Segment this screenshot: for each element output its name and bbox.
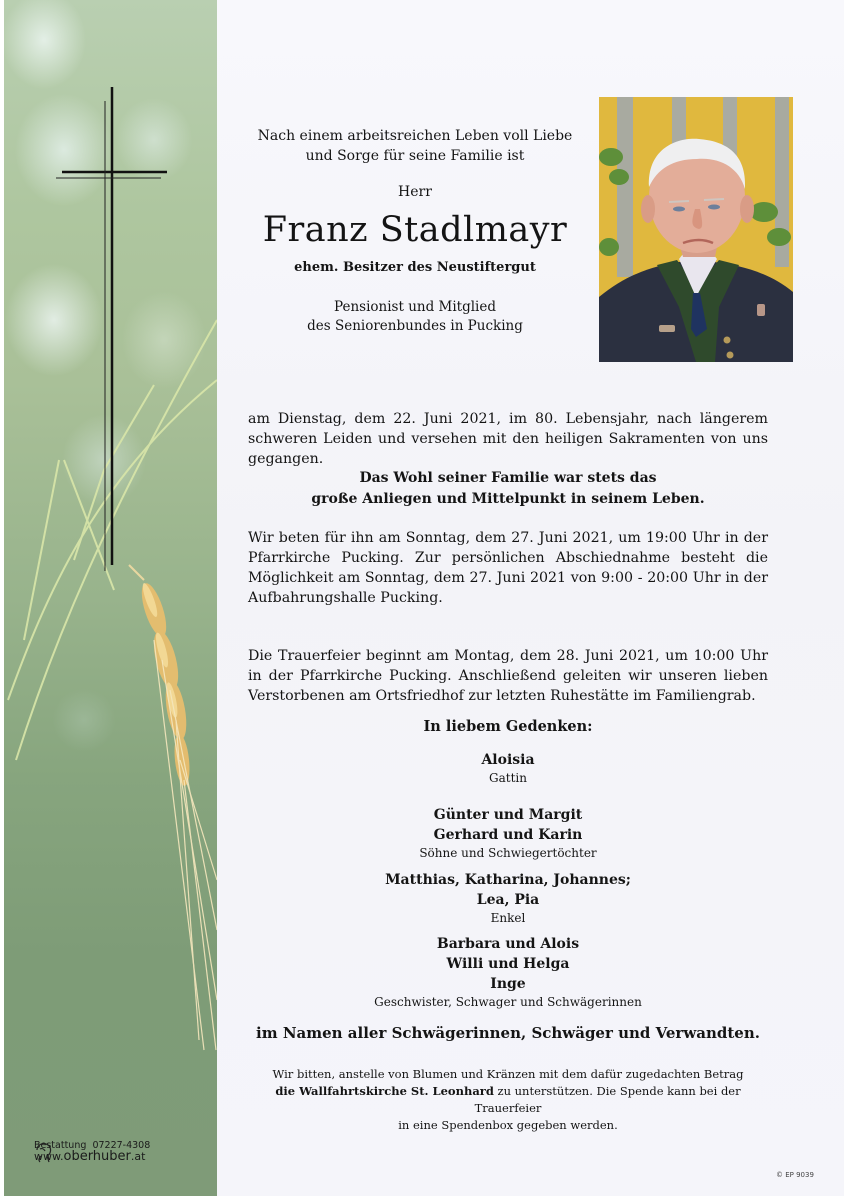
intro-text: Nach einem arbeitsreichen Leben voll Liebe und Sorge für seine Familie ist [257,128,573,164]
memory-title: In liebem Gedenken: [423,718,593,735]
decorative-side-panel [4,0,217,1196]
on-behalf-line: im Namen aller Schwägerinnen, Schwäger und Verwandten. [256,1024,760,1042]
prayer-notice: Wir beten für ihn am Sonntag, dem 27. Juni 2021, um 19:00 Uhr in der Pfarrkirche Pucking. Zur persönlichen Abschiednahme besteht die Möglichkeit am Sonntag, dem 27. Juni 2021 von 9:00 - 20:00 Uhr in der Aufbahrungshalle Pucking. [248,530,768,606]
deceased-portrait-photo [599,97,793,362]
mourner-group-children: Günter und Margit Gerhard und Karin Söhne und Schwiegertöchter [419,807,597,860]
family-quote: Das Wohl seiner Familie war stets das große Anliegen und Mittelpunkt in seinem Leben. [311,470,705,507]
funeral-home-logo [34,1140,150,1162]
mourner-group-siblings: Barbara und Alois Willi und Helga Inge Geschwister, Schwager und Schwägerinnen [374,936,642,1009]
donation-recipient: die Wallfahrtskirche St. Leonhard [275,1084,494,1098]
deceased-name: Franz Stadlmayr [262,210,568,250]
former-title: ehem. Besitzer des Neustiftergut [294,260,536,275]
donation-request: Wir bitten, anstelle von Blumen und Kränzen mit dem dafür zugedachten Betrag die Wallfahrtskirche St. Leonhard zu unterstützen. Die Spende kann bei der Trauerfeier in eine Spendenbox gegeben werden. [272,1067,744,1132]
funeral-home-label: Bestattung [34,1140,87,1151]
wheat-ear-illustration [4,0,217,1196]
funeral-home-url[interactable]: www.oberhuber.at [34,1149,146,1164]
funeral-home-phone: 07227-4308 [92,1140,151,1151]
mourner-group-grandchildren: Matthias, Katharina, Johannes; Lea, Pia Enkel [385,872,631,925]
salutation: Herr [398,184,432,200]
copyright-notice: © EP 9039 [776,1171,814,1179]
membership-text: Pensionist und Mitglied des Seniorenbundes in Pucking [307,299,523,334]
funeral-notice: Die Trauerfeier beginnt am Montag, dem 28. Juni 2021, um 10:00 Uhr in der Pfarrkirche Pucking. Anschließend geleiten wir unseren lieben Verstorbenen am Ortsfriedhof zur letzten Ruhestätte im Familiengrab. [248,648,768,704]
death-notice: am Dienstag, dem 22. Juni 2021, im 80. Lebensjahr, nach längerem schweren Leiden und versehen mit den heiligen Sakramenten von uns gegangen. [248,411,768,467]
mourner-group-spouse: Aloisia Gattin [481,752,535,785]
funeral-home-logo-icon [34,1140,54,1164]
